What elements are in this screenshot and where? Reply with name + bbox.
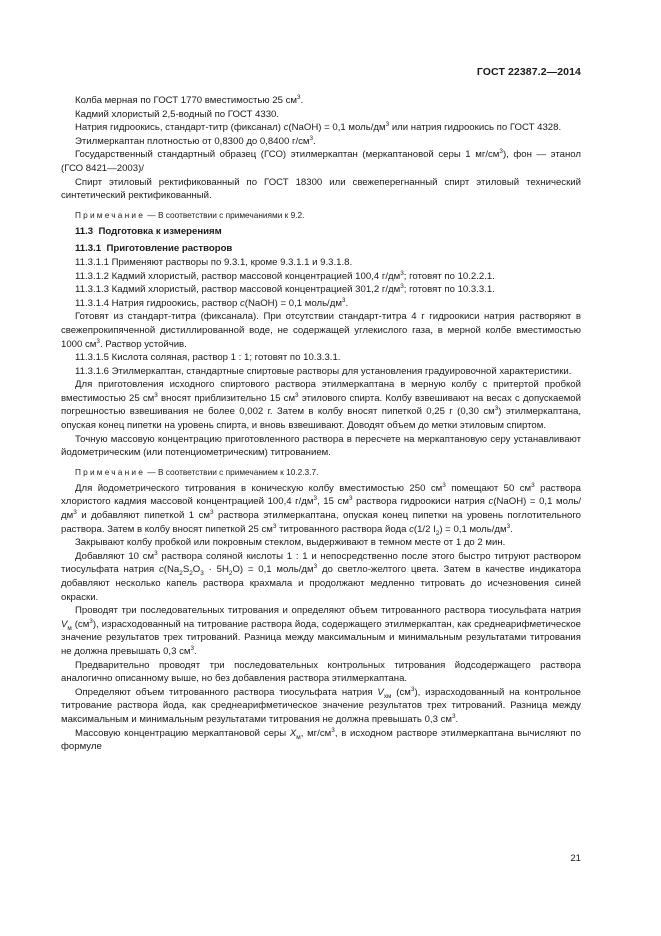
para-mass-concentration: Массовую концентрацию меркаптановой серы $X_м$, $мг/см^3$, в исходном растворе этилмеркаптана вычисляют по формуле: [61, 726, 581, 753]
para-stock-solution: Для приготовления исходного спиртового раствора этилмеркаптана в мерную колбу с притертой пробкой вместимостью 25 $см^3$ вносят приблизительно 15 $см^3$ этилового спирта. Колбу взвешивают на весах с допускаемой погрешностью взвешивания не более 0,002 г. Затем в колбу вносят пипеткой 0,25 г (0,30 $см^3$) этилмеркаптана, опуская конец пипетки на уровень спирта, и вновь взвешивают. Доводят объем до метки этиловым спиртом.: [61, 379, 581, 432]
item-flask: Колба мерная по ГОСТ 1770 вместимостью 25 $см^3$.: [75, 93, 304, 106]
item-ethylmercaptan: Этилмеркаптан плотностью от 0,8300 до 0,8400 $г/см^3$.: [75, 134, 316, 147]
page-number: 21: [570, 853, 581, 864]
note-1: Примечание — В соответствии с примечаниями к 9.2.: [75, 209, 305, 220]
para-11-3-1-1: 11.3.1.1 Применяют растворы по 9.3.1, кроме 9.3.1.1 и 9.3.1.8.: [75, 256, 353, 268]
para-control-titration: Предварительно проводят три последовательных контрольных титрования йодсодержащего раствора аналогично описанному выше, но без добавления раствора этилмеркаптана.: [61, 659, 581, 685]
para-11-3-1-5: 11.3.1.5 Кислота соляная, раствор 1 : 1; готовят по 10.3.3.1.: [75, 352, 341, 364]
para-iodometric: Для йодометрического титрования в коническую колбу вместимостью 250 $см^3$ помещают 50 $см^3$ раствора хлористого кадмия массовой концентрацией 100,4 $г/дм^3$, 15 $см^3$ раствора гидроокиси натрия c(NaOH) = 0,1 моль/$дм^3$ и добавляют пипеткой 1 $см^3$ раствора этилмеркаптана, опуская конец пипетки на уровень поглотительного раствора. Затем в колбу вносят пипеткой 25 $см^3$ титрованного раствора йода c(1/2 $I_2) = 0,1$ моль/$дм^3$.: [61, 481, 581, 537]
item-sodium-hydroxide: Натрия гидроокись, стандарт-титр (фиксанал) c(NaOH) = 0,1 моль/$дм^3$ или натрия гидроокись по ГОСТ 4328.: [75, 121, 562, 134]
note-2: Примечание — В соответствии с примечанием к 10.2.3.7.: [75, 466, 319, 477]
item-gso: Государственный стандартный образец (ГСО) этилмеркаптан (меркаптановой серы 1 $мг/см^3$), фон — этанол (ГСО 8421—2003)/: [61, 148, 581, 174]
item-ethanol: Спирт этиловый ректификованный по ГОСТ 18300 или свежеперегнанный спирт этиловый технический синтетический ректификованный.: [61, 176, 581, 202]
page-content: [61, 94, 581, 754]
para-11-3-1-4: 11.3.1.4 Натрия гидроокись, раствор c(NaOH) = 0,1 моль/$дм^3$.: [75, 296, 349, 309]
para-concentration: Точную массовую концентрацию приготовленного раствора в пересчете на меркаптановую серу устанавливают йодометрическим (или потенциометрическим) титрованием.: [61, 433, 581, 459]
para-11-3-1-6: 11.3.1.6 Этилмеркаптан, стандартные спиртовые растворы для установления градуировочной характеристики.: [75, 365, 572, 377]
section-heading: 11.3 Подготовка к измерениям: [75, 225, 222, 237]
para-preparation: Готовят из стандарт-титра (фиксанала). При отсутствии стандарт-титра 4 г гидроокиси натрия растворяют в свежепрокипяченной дистиллированной воде, не содержащей углекислого газа, в мерной колбе вместимостью 1000 $см^3$. Раствор устойчив.: [61, 311, 581, 350]
document-code-header: ГОСТ 22387.2—2014: [476, 66, 581, 78]
subsection-heading: 11.3.1 Приготовление растворов: [75, 243, 233, 255]
para-11-3-1-2: 11.3.1.2 Кадмий хлористый, раствор массовой концентрацией 100,4 $г/дм^3$; готовят по 10.2.2.1.: [75, 269, 495, 282]
para-hydrochloric: Добавляют 10 $см^3$ раствора соляной кислоты 1 : 1 и непосредственно после этого быстро титруют раствором тиосульфата натрия $c(Na_2S_2O_3 \cdot 5H_2O) = 0,1$ моль/$дм^3$ до светло-желтого цвета. Затем в качестве индикатора добавляют несколько капель раствора крахмала и продолжают медленно титровать до исчезновения синей окраски.: [61, 549, 582, 603]
item-cadmium-chloride: Кадмий хлористый 2,5-водный по ГОСТ 4330.: [75, 108, 280, 120]
para-11-3-1-3: 11.3.1.3 Кадмий хлористый, раствор массовой концентрацией 301,2 $г/дм^3$; готовят по 10.3.3.1.: [75, 282, 495, 296]
para-three-titrations: Проводят три последовательных титрования и определяют объем титрованного раствора тиосульфата натрия $V_м$ $(см^3)$, израсходованный на титрование раствора йода, содержащего этилмеркаптан, как среднеарифметическое значение результатов трех титрований. Разница между максимальным и минимальным результатами титрования не должна превышать 0,3 $см^3$.: [61, 605, 581, 657]
para-control-volume: Определяют объем титрованного раствора тиосульфата натрия $V_{хм}$ $(см^3)$, израсходованный на контрольное титрование раствора йода, как среднеарифметическое значение результатов трех титрований. Разница между максимальным и минимальным результатами титрования не должна превышать 0,3 $см^3$.: [61, 685, 581, 725]
para-close-flask: Закрывают колбу пробкой или покровным стеклом, выдерживают в темном месте от 1 до 2 мин.: [75, 537, 506, 549]
